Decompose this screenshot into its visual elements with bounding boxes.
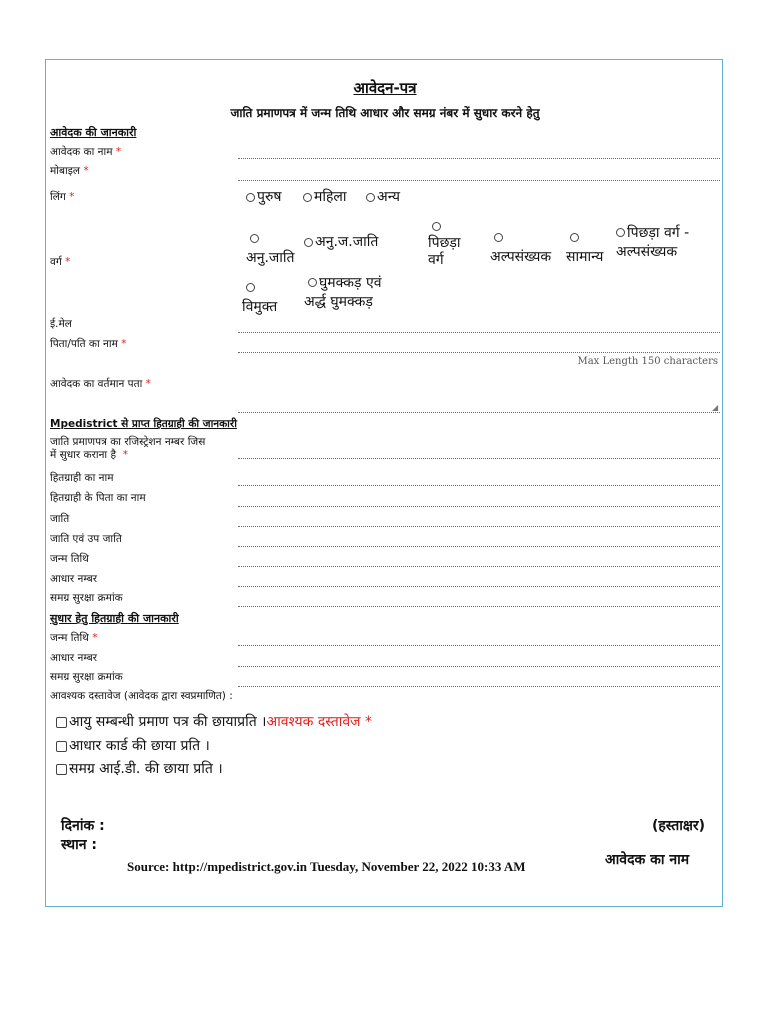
samagra-label: समग्र सुरक्षा क्रमांक — [50, 592, 123, 604]
max-length-note: Max Length 150 characters — [577, 356, 718, 367]
category-label: वर्ग * — [50, 256, 71, 268]
correction-section-heading: सुधार हेतु हितग्राही की जानकारी — [50, 612, 179, 625]
correction-aadhar-input[interactable] — [238, 666, 720, 667]
radio-icon — [246, 283, 255, 292]
email-label: ई.मेल — [50, 318, 72, 330]
radio-icon — [303, 193, 312, 202]
reg-no-label: जाति प्रमाणपत्र का रजिस्ट्रेशन नम्बर जिस में सुधार कराना है * — [50, 436, 206, 461]
category-radio-obc-minority[interactable]: पिछड़ा वर्ग - अल्पसंख्यक — [616, 225, 690, 260]
checkbox-icon — [56, 741, 67, 752]
mobile-input[interactable] — [238, 180, 720, 181]
aadhar-label: आधार नम्बर — [50, 573, 98, 585]
name-input[interactable] — [238, 158, 720, 159]
radio-icon — [366, 193, 375, 202]
gender-radio-male[interactable]: पुरुष — [246, 187, 281, 206]
applicant-section-heading: आवेदक की जानकारी — [50, 126, 137, 139]
resize-handle-icon[interactable]: ◢ — [712, 403, 719, 412]
dob-input[interactable] — [238, 566, 720, 567]
radio-icon — [246, 193, 255, 202]
correction-aadhar-label: आधार नम्बर — [50, 652, 98, 664]
radio-icon — [570, 233, 579, 242]
beneficiary-father-label: हितग्राही के पिता का नाम — [50, 492, 146, 504]
subcaste-label: जाति एवं उप जाति — [50, 533, 122, 545]
caste-label: जाति — [50, 513, 70, 525]
radio-icon — [494, 233, 503, 242]
documents-label: आवश्यक दस्तावेज (आवेदक द्वारा स्वप्रमाणित) : — [50, 690, 233, 702]
correction-samagra-input[interactable] — [238, 686, 720, 687]
beneficiary-name-input[interactable] — [238, 485, 720, 486]
gender-radio-female[interactable]: महिला — [303, 187, 347, 206]
gender-radio-other[interactable]: अन्य — [366, 187, 400, 206]
form-subtitle: जाति प्रमाणपत्र में जन्म तिथि आधार और समग्र नंबर में सुधार करने हेतु — [230, 106, 540, 120]
beneficiary-father-input[interactable] — [238, 506, 720, 507]
reg-no-input[interactable] — [238, 458, 720, 459]
radio-icon — [432, 222, 441, 231]
checkbox-icon — [56, 764, 67, 775]
application-form — [45, 59, 723, 907]
samagra-input[interactable] — [238, 606, 720, 607]
dob-label: जन्म तिथि — [50, 553, 89, 565]
radio-icon — [308, 278, 317, 287]
category-radio-vimukt[interactable]: विमुक्त — [242, 277, 277, 316]
radio-icon — [304, 238, 313, 247]
applicant-name-sign: आवेदक का नाम — [605, 852, 690, 868]
correction-dob-input[interactable] — [238, 645, 720, 646]
category-radio-general[interactable]: सामान्य — [566, 227, 603, 266]
beneficiary-name-label: हितग्राही का नाम — [50, 472, 114, 484]
correction-samagra-label: समग्र सुरक्षा क्रमांक — [50, 671, 123, 683]
correction-dob-label: जन्म तिथि * — [50, 632, 98, 644]
checkbox-icon — [56, 717, 67, 728]
address-label: आवेदक का वर्तमान पता * — [50, 378, 151, 390]
category-radio-obc[interactable]: पिछड़ा वर्ग — [428, 218, 461, 268]
radio-icon — [250, 234, 259, 243]
father-input[interactable] — [238, 352, 720, 353]
name-label: आवेदक का नाम * — [50, 146, 122, 158]
category-radio-minority[interactable]: अल्पसंख्यक — [490, 227, 551, 266]
doc-checkbox-samagra[interactable]: समग्र आई.डी. की छाया प्रति । — [56, 759, 223, 778]
address-textarea[interactable] — [238, 386, 720, 413]
email-input[interactable] — [238, 332, 720, 333]
doc-checkbox-age-proof[interactable]: आयु सम्बन्धी प्रमाण पत्र की छायाप्रति ।आवश्यक दस्तावेज * — [56, 712, 372, 731]
subcaste-input[interactable] — [238, 546, 720, 547]
category-radio-nomadic[interactable]: घुमक्कड़ एवं अर्द्ध घुमक्कड़ — [304, 275, 382, 310]
category-radio-st[interactable]: अनु.ज.जाति — [304, 232, 378, 251]
form-title: आवेदन-पत्र — [353, 79, 417, 97]
caste-input[interactable] — [238, 526, 720, 527]
gender-label: लिंग * — [50, 191, 75, 203]
aadhar-input[interactable] — [238, 586, 720, 587]
doc-checkbox-aadhar[interactable]: आधार कार्ड की छाया प्रति । — [56, 736, 210, 755]
mobile-label: मोबाइल * — [50, 165, 89, 177]
signature-label: (हस्ताक्षर) — [651, 818, 705, 834]
date-label: दिनांक : — [61, 818, 105, 834]
place-label: स्थान : — [61, 837, 97, 853]
source-footer: Source: http://mpedistrict.gov.in Tuesday, November 22, 2022 10:33 AM — [127, 859, 526, 874]
mpedistrict-section-heading: Mpedistrict से प्राप्त हितग्राही की जानकारी — [50, 418, 237, 430]
category-radio-sc[interactable]: अनु.जाति — [246, 228, 295, 267]
father-label: पिता/पति का नाम * — [50, 338, 127, 350]
radio-icon — [616, 228, 625, 237]
